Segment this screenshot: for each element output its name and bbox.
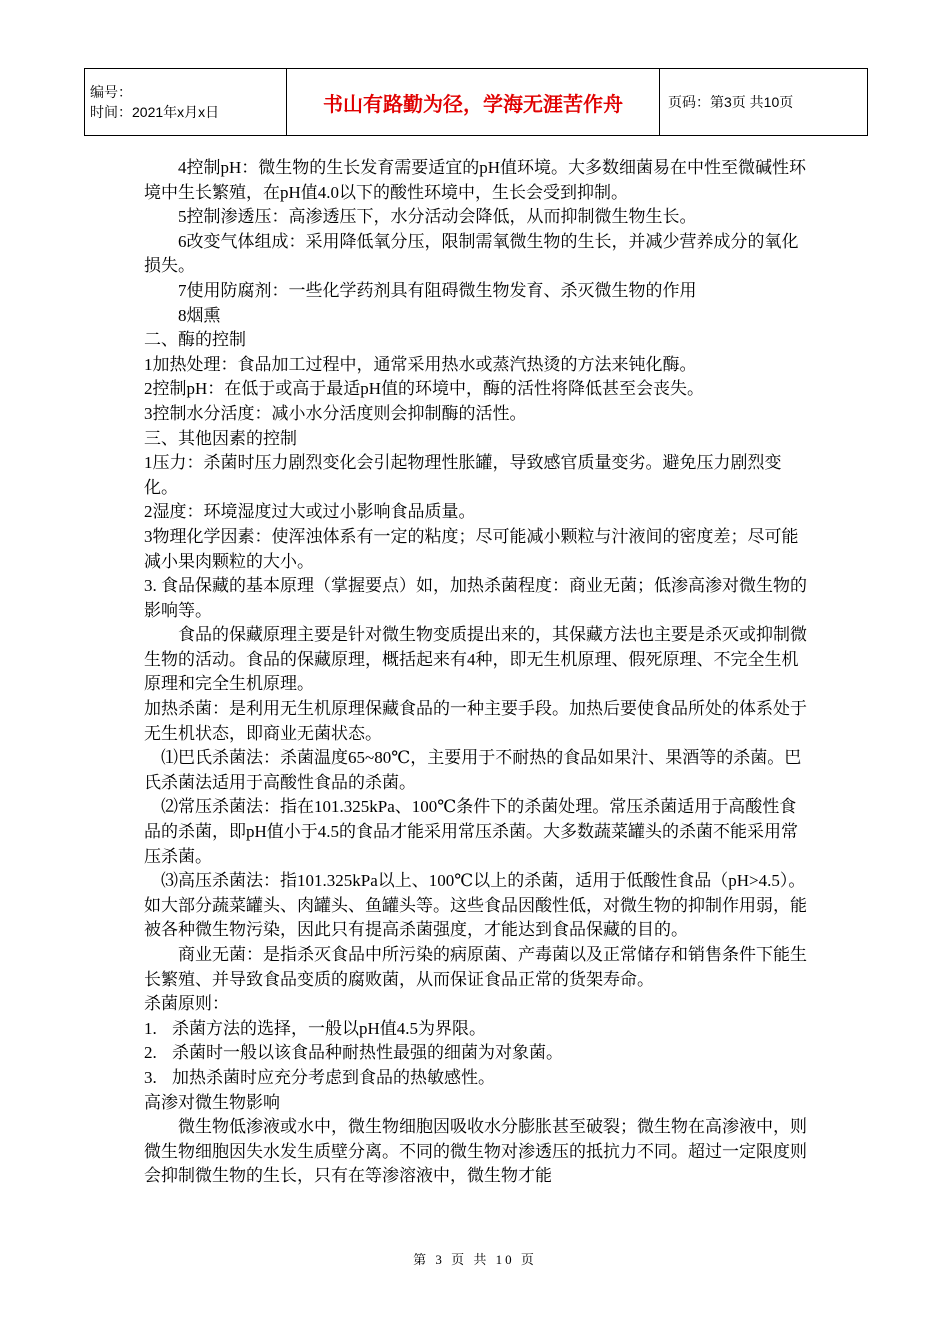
paragraph: ⑶高压杀菌法：指101.325kPa以上、100℃以上的杀菌，适用于低酸性食品（pH>4.5）。如大部分蔬菜罐头、肉罐头、鱼罐头等。这些食品因酸性低，对微生物的抑制作用弱，能被各种微生物污染，因此只有提高杀菌强度，才能达到食品保藏的目的。	[144, 871, 807, 940]
paragraph: 3控制水分活度：减小水分活度则会抑制酶的活性。	[144, 403, 527, 423]
paragraph: 3物理化学因素：使浑浊体系有一定的粘度；尽可能减小颗粒与汁液间的密度差；尽可能减小果肉颗粒的大小。	[144, 526, 799, 571]
list-item	[144, 1017, 812, 1042]
list-text: 杀菌方法的选择，一般以pH值4.5为界限。	[172, 1018, 487, 1038]
list-number: 1.	[144, 1018, 157, 1038]
page-header	[84, 68, 868, 136]
header-meta	[85, 69, 287, 136]
list-number: 3.	[144, 1067, 157, 1087]
paragraph: 杀菌原则：	[144, 994, 229, 1014]
paragraph: 2湿度：环境湿度过大或过小影响食品质量。	[144, 502, 476, 522]
paragraph: ⑵常压杀菌法：指在101.325kPa、100℃条件下的杀菌处理。常压杀菌适用于高酸性食品的杀菌，即pH值小于4.5的食品才能采用常压杀菌。大多数蔬菜罐头的杀菌不能采用常压杀菌。	[144, 797, 799, 866]
header-date: 时间：2021年x月x日	[90, 104, 220, 120]
list-text: 杀菌时一般以该食品种耐热性最强的细菌为对象菌。	[172, 1043, 563, 1063]
header-page-number: 页码：第3页 共10页	[660, 69, 868, 136]
paragraph: 6改变气体组成：采用降低氧分压，限制需氧微生物的生长，并减少营养成分的氧化损失。	[144, 231, 799, 276]
paragraph: 3. 食品保藏的基本原理（掌握要点）如，加热杀菌程度：商业无菌；低渗高渗对微生物的影响等。	[144, 576, 807, 620]
paragraph: 7使用防腐剂：一些化学药剂具有阻碍微生物发育、杀灭微生物的作用	[178, 280, 697, 300]
paragraph: 8烟熏	[178, 305, 221, 325]
list-number: 2.	[144, 1043, 157, 1063]
list-item	[144, 1041, 812, 1066]
header-number: 编号：	[90, 84, 132, 100]
paragraph: 加热杀菌：是利用无生机原理保藏食品的一种主要手段。加热后要使食品所处的体系处于无生机状态，即商业无菌状态。	[144, 699, 807, 743]
list-text: 加热杀菌时应充分考虑到食品的热敏感性。	[172, 1067, 495, 1087]
paragraph: 商业无菌：是指杀灭食品中所污染的病原菌、产毒菌以及正常储存和销售条件下能生长繁殖、并导致食品变质的腐败菌，从而保证食品正常的货架寿命。	[144, 945, 807, 989]
section-heading: 高渗对微生物影响	[144, 1092, 280, 1112]
page-footer: 第 3 页 共 10 页	[413, 1252, 537, 1267]
paragraph: ⑴巴氏杀菌法：杀菌温度65~80℃，主要用于不耐热的食品如果汁、果酒等的杀菌。巴氏杀菌法适用于高酸性食品的杀菌。	[144, 748, 802, 792]
document-body	[144, 156, 812, 1189]
section-heading: 三、其他因素的控制	[144, 428, 297, 448]
paragraph: 微生物低渗液或水中，微生物细胞因吸收水分膨胀甚至破裂；微生物在高渗液中，则微生物细胞因失水发生质壁分离。不同的微生物对渗透压的抵抗力不同。超过一定限度则会抑制微生物的生长，只有在等渗溶液中，微生物才能	[144, 1117, 807, 1186]
header-motto: 书山有路勤为径，学海无涯苦作舟	[287, 69, 660, 136]
paragraph: 5控制渗透压：高渗透压下，水分活动会降低，从而抑制微生物生长。	[178, 207, 697, 227]
paragraph: 1压力：杀菌时压力剧烈变化会引起物理性胀罐，导致感官质量变劣。避免压力剧烈变化。	[144, 453, 782, 497]
list-item	[144, 1066, 812, 1091]
paragraph: 2控制pH：在低于或高于最适pH值的环境中，酶的活性将降低甚至会丧失。	[144, 379, 705, 399]
paragraph: 4控制pH：微生物的生长发育需要适宜的pH值环境。大多数细菌易在中性至微碱性环境中生长繁殖，在pH值4.0以下的酸性环境中，生长会受到抑制。	[144, 158, 807, 202]
paragraph: 1加热处理：食品加工过程中，通常采用热水或蒸汽热烫的方法来钝化酶。	[144, 354, 697, 374]
paragraph: 食品的保藏原理主要是针对微生物变质提出来的，其保藏方法也主要是杀灭或抑制微生物的活动。食品的保藏原理，概括起来有4种，即无生机原理、假死原理、不完全生机原理和完全生机原理。	[144, 625, 807, 694]
section-heading: 二、酶的控制	[144, 330, 246, 350]
